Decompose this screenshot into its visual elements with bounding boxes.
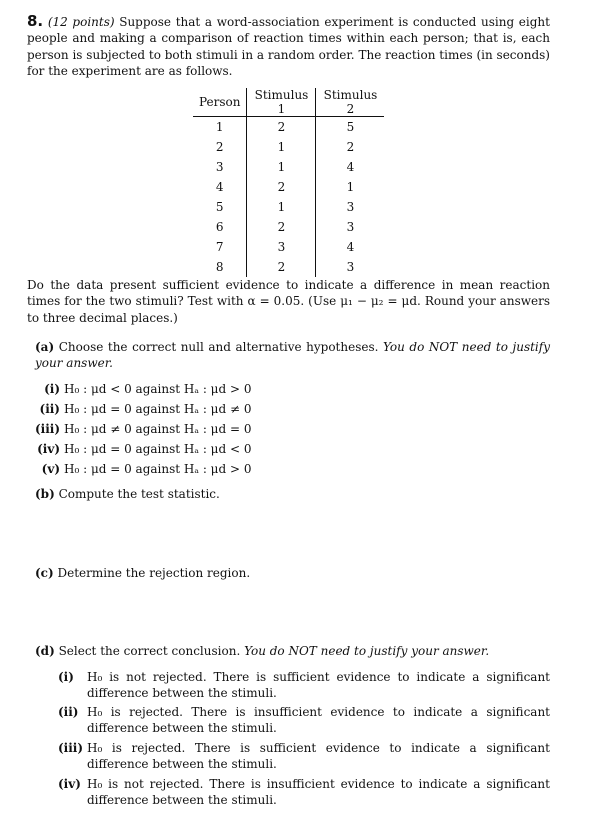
reaction-times-table — [193, 88, 384, 277]
table-cell: 7 — [193, 237, 247, 257]
table-cell: 1 — [346, 180, 355, 194]
option-label: (iii) — [58, 741, 84, 755]
table-cell: 2 — [247, 177, 316, 197]
table-row — [193, 197, 384, 217]
table-row — [193, 157, 384, 177]
option-label: (iii) — [34, 422, 60, 436]
option-label: (i) — [44, 382, 60, 396]
part-c-label: (c) — [35, 566, 54, 580]
option-label: (ii) — [58, 705, 79, 719]
option-text: H₀ : μd ≠ 0 against Hₐ : μd = 0 — [64, 422, 252, 436]
part-b — [35, 486, 558, 502]
table-cell: 3 — [193, 157, 247, 177]
problem-intro — [27, 13, 550, 79]
option-text: H₀ : μd = 0 against Hₐ : μd > 0 — [64, 462, 252, 476]
table-row — [193, 217, 384, 237]
problem-points: (12 points) — [47, 15, 115, 29]
table-cell: 4 — [346, 160, 355, 174]
part-c — [35, 565, 558, 581]
table-row — [193, 237, 384, 257]
table-cell: 2 — [247, 217, 316, 237]
option-label: (v) — [41, 462, 60, 476]
hypothesis-option[interactable] — [32, 401, 251, 417]
option-text: H₀ : μd < 0 against Hₐ : μd > 0 — [64, 382, 252, 396]
table-cell: 1 — [193, 117, 247, 138]
table-cell: 4 — [346, 240, 355, 254]
part-d-label: (d) — [35, 644, 55, 658]
intro-text: Suppose that a word-association experiment is conducted using eight people and making a comparison of reaction times within each person; that is, each person is subjected to both stimuli in a random order. The reaction times (in seconds) for the experiment are as follows. — [27, 15, 550, 78]
column-header: Stimulus 1 — [247, 88, 316, 117]
table-cell: 4 — [193, 177, 247, 197]
table-cell: 5 — [346, 120, 355, 134]
column-header: Stimulus 2 — [316, 88, 385, 117]
table-cell: 6 — [193, 217, 247, 237]
option-label: (i) — [58, 670, 74, 684]
part-c-text: Determine the rejection region. — [57, 566, 251, 580]
hypothesis-option[interactable] — [32, 421, 251, 437]
question-text: Do the data present sufficient evidence to indicate a difference in mean reaction times for the two stimuli? Test with α = 0.05. (Use μ₁ − μ₂ = μd. Round your answers to three decimal places.) — [27, 278, 550, 325]
hypothesis-option[interactable] — [32, 441, 251, 457]
hypothesis-option[interactable] — [32, 461, 251, 477]
table-cell: 1 — [247, 157, 316, 177]
part-d-note: You do NOT need to justify your answer. — [244, 644, 490, 658]
part-a-label: (a) — [35, 340, 55, 354]
conclusion-option[interactable] — [58, 741, 550, 772]
table-row — [193, 137, 384, 157]
option-text: H₀ is rejected. There is sufficient evidence to indicate a significant difference between the stimuli. — [87, 741, 550, 771]
table-row — [193, 177, 384, 197]
option-text: H₀ is not rejected. There is insufficient evidence to indicate a significant difference between the stimuli. — [87, 777, 550, 807]
conclusion-option[interactable] — [58, 777, 550, 808]
option-text: H₀ : μd = 0 against Hₐ : μd ≠ 0 — [64, 402, 252, 416]
option-text: H₀ is not rejected. There is sufficient evidence to indicate a significant difference between the stimuli. — [87, 670, 550, 700]
table-cell: 8 — [193, 257, 247, 277]
table-cell: 1 — [247, 197, 316, 217]
option-label: (ii) — [39, 402, 60, 416]
part-b-label: (b) — [35, 487, 55, 501]
option-text: H₀ is rejected. There is insufficient evidence to indicate a significant difference between the stimuli. — [87, 705, 550, 735]
table-cell: 1 — [247, 137, 316, 157]
part-d-text: Select the correct conclusion. — [58, 644, 241, 658]
table-cell: 5 — [193, 197, 247, 217]
table-cell: 3 — [247, 237, 316, 257]
table-cell: 2 — [193, 137, 247, 157]
column-header: Person — [193, 88, 247, 117]
table-cell: 2 — [346, 140, 355, 154]
table-cell: 3 — [346, 220, 355, 234]
table-cell: 2 — [247, 257, 316, 277]
conclusion-option[interactable] — [58, 670, 550, 701]
option-label: (iv) — [58, 777, 81, 791]
part-a — [35, 339, 550, 372]
option-label: (iv) — [37, 442, 60, 456]
part-b-text: Compute the test statistic. — [58, 487, 220, 501]
table-row — [193, 117, 384, 138]
part-a-note: You do NOT need to justify your answer. — [35, 340, 550, 371]
option-text: H₀ : μd = 0 against Hₐ : μd < 0 — [64, 442, 252, 456]
table-row — [193, 257, 384, 277]
part-a-text: Choose the correct null and alternative hypotheses. — [58, 340, 379, 354]
table-cell: 3 — [346, 260, 355, 274]
conclusion-option[interactable] — [58, 705, 550, 736]
hypothesis-option[interactable] — [32, 381, 251, 397]
part-d — [35, 643, 550, 659]
problem-number: 8. — [27, 12, 44, 30]
table-cell: 3 — [346, 200, 355, 214]
table-cell: 2 — [247, 117, 316, 138]
